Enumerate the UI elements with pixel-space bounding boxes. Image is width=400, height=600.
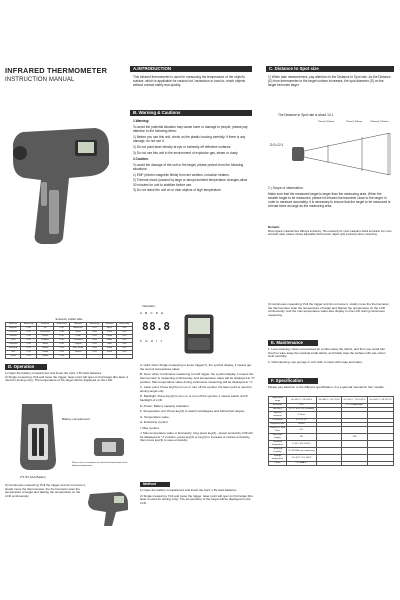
warning-title: 1.Warning:: [133, 119, 150, 123]
method-heading: Method: [140, 482, 170, 487]
spec-cell: 0.1-1.0 Adjustable: [341, 404, 367, 408]
lcd-diagram: [140, 312, 226, 362]
emissivity-cell: Limestone: [37, 330, 54, 334]
emissivity-cell: [103, 354, 117, 358]
emissivity-cell: Asphalt: [6, 326, 21, 330]
emissivity-cell: Cement: [6, 334, 21, 338]
emissivity-row: [6, 354, 133, 358]
spec-cell: Resolution: [269, 419, 287, 423]
emissivity-header: Emissivity: [116, 322, 132, 326]
method-text: [140, 489, 256, 507]
spec-cell: [316, 434, 341, 441]
emissivity-cell: 0.95: [86, 342, 102, 346]
emissivity-cell: Paint: [103, 330, 117, 334]
spec-cell: Emissivity: [269, 404, 287, 408]
emissivity-cell: 0.93: [116, 330, 132, 334]
emissivity-cell: [116, 354, 132, 358]
spec-row: [269, 427, 394, 434]
spec-cell: [316, 462, 341, 466]
remark-text: Most organic material have different emissivity. The emissivity for most material is listed as bellow. For more accurate value, please choose adjustable thermometer. adjust right emissivity when measuring.: [268, 230, 392, 237]
emissivity-cell: 0.98: [54, 330, 70, 334]
emissivity-cell: Paint: [103, 350, 117, 354]
lcd-note-d: D. Backlight: Press key(4) to turn on or turn off the symbol, it means switch on/off backlight of LCD.: [140, 394, 248, 403]
spec-row: [269, 462, 394, 466]
emissivity-cell: 0.93: [54, 346, 70, 350]
spec-cell: [341, 427, 367, 434]
emissivity-header: Material: [103, 322, 117, 326]
warnings-body: [133, 119, 251, 194]
indication-label: Indication:: [142, 304, 156, 308]
emissivity-cell: Sand: [37, 342, 54, 346]
spec-cell: 12:1: [287, 427, 317, 434]
spec-cell: [316, 427, 341, 434]
emissivity-cell: 0.95: [21, 342, 37, 346]
spec-cell: Operating humidity: [269, 448, 287, 455]
emissivity-cell: 0.95: [54, 338, 70, 342]
spot-label-1: 25mm@ 300mm: [318, 121, 335, 123]
spec-cell: Spectral response: [269, 412, 287, 419]
caution-intro: To avoid the damage of the unit or the target, please protect from the following situations:: [133, 162, 244, 171]
emissivity-cell: Glass: [70, 330, 87, 334]
emissivity-cell: Concrete: [6, 342, 21, 346]
ds-label: D:S=12:1: [270, 143, 284, 147]
emissivity-cell: [70, 354, 87, 358]
distance-ratio: The Distance to Spot rate is about 12:1: [278, 113, 334, 117]
continuous-text: 3) Continuous measuring: Pull the trigger and do not loose it, slowly move the thermometer, the thermometer scan the temperature of target and display the temperature on the LCD continuously. And the max temperature value also display on the LCD during continuous measuring.: [268, 302, 390, 318]
lcd-note-j: J. Max temperature value or Emissivity: long press key(2)...preset emissivity 0.95 will be displayed at "J" position, press key(2) or key(4) to increase or reduce emissivity, then press key(3) to save emissivity.: [140, 431, 253, 443]
caution-item-2: 2) Thermal shock (caused by large or abrupt ambient temperature changes-allow 30 minutes for unit to stabilize before use.: [133, 178, 248, 187]
emissivity-cell: Concrete: [6, 330, 21, 334]
lcd-note-h: H. Emissivity symbol.: [140, 420, 169, 425]
scope-text: Make sure that the measured target is larger than the measuring area. When the smaller target to be measured, please let infrared thermometer close to the target. In order to measure accurately, it is necessary to ensure that the target to be measured is at least twice as large as the measuring area.: [268, 192, 391, 209]
thermometer-illustration: [5, 120, 115, 250]
lcd-note-g: G. Temperature value.: [140, 414, 170, 419]
emissivity-header: Material: [70, 322, 87, 326]
warning-item-2: 2) Do not point laser directly at eye or indirectly off reflective surfaces.: [133, 144, 232, 149]
lcd-screen: [184, 314, 214, 354]
spec-cell: YES: [341, 434, 367, 441]
spec-cell: [368, 434, 394, 441]
cover-subtitle: INSTRUCTION MANUAL: [5, 77, 75, 83]
lcd-labels-bottom: F G H I J: [140, 339, 163, 343]
emissivity-cell: 0.98: [116, 342, 132, 346]
emissivity-cell: 0.90: [116, 346, 132, 350]
cover-title: INFRARED THERMOMETER: [5, 66, 108, 75]
emissivity-cell: Copper: [70, 342, 87, 346]
caution-item-1: 1) EMF (electro-magnetic fields) from arc welders, induction heaters.: [133, 172, 230, 177]
warning-intro: To avoid the potential situation may cause harm or damage to people, please pay attention to the following items:: [133, 124, 248, 133]
warning-item-3: 3) Do not use this unit in the environment of explosive gas, steam or dusty.: [133, 150, 239, 155]
emissivity-header: Emissivity: [54, 322, 70, 326]
emissivity-cell: Wood: [37, 354, 54, 358]
scope-title: 2 ) Scope of observation:: [268, 186, 304, 190]
emissivity-cell: 0.95: [86, 338, 102, 342]
spec-cell: 0.1°C/0.1°F: [287, 419, 317, 423]
emissivity-cell: 0.95: [116, 334, 132, 338]
spec-cell: ±1.5°C or ±1.5% of reading: [287, 408, 317, 412]
emissivity-header: Emissivity: [21, 322, 37, 326]
spec-row: [269, 441, 394, 448]
lcd-note-c: C. Laser point: Press key(S) turn on or turn off the symbol, the laser point is used for aiming target only.: [140, 385, 252, 393]
emissivity-table-title: Emissivity publish table: [55, 318, 83, 321]
spec-cell: 1.5V AAA x 2: [287, 462, 317, 466]
battery-note-text: Please use a screwdriver to rotate the bottom knob of the battery compartment: [72, 462, 128, 467]
spec-cell: [341, 462, 367, 466]
emissivity-cell: Skin: [103, 342, 117, 346]
emissivity-cell: Rubber: [37, 338, 54, 342]
remark-title: Remark:: [268, 225, 281, 229]
emissivity-cell: Soil: [6, 350, 21, 354]
spec-cell: -50~600°C / -58~1112°F: [368, 397, 394, 404]
intro-heading: A.INTRODUCTION: [130, 66, 252, 72]
spec-cell: -50~330°C / -58~626°F: [287, 397, 317, 404]
emissivity-cell: Gravel: [70, 350, 87, 354]
lcd-note-b: B. Scan: when Continuous measuring to hold trigger, the symbol display, it means the thermometer is measuring continuously. And temperature value will be displayed at "C" position, Max temperature value during continuous measuring will be displayed at "J".: [140, 372, 256, 384]
spec-row: [269, 397, 394, 404]
continuous-measure-illustration: [86, 488, 132, 528]
lcd-labels-top: A B C D E: [140, 311, 165, 315]
emissivity-cell: Paper: [103, 334, 117, 338]
caution-title: 2.Caution:: [133, 156, 149, 161]
specification-intro: Please pay attention to the different specification. It is a general manual for four models.: [268, 385, 385, 389]
emissivity-cell: 0.90: [116, 326, 132, 330]
emissivity-cell: Brick: [103, 326, 117, 330]
emissivity-cell: 0.94: [21, 350, 37, 354]
specification-table: [268, 396, 394, 466]
emissivity-cell: 0.94: [54, 350, 70, 354]
emissivity-cell: 0.95: [86, 334, 102, 338]
emissivity-cell: 0.93: [116, 350, 132, 354]
emissivity-cell: 0.85: [21, 338, 37, 342]
spec-cell: Temperature range: [269, 397, 287, 404]
spec-cell: [316, 412, 341, 419]
maintenance-item-2: 2. shell cleaning: use sponge or soft cloth to clean with soap and water.: [268, 359, 363, 364]
spec-row: [269, 412, 394, 419]
emissivity-cell: 0.95: [86, 350, 102, 354]
emissivity-table-wrap: [5, 318, 133, 359]
lcd-note-e: E. Power: Battery capacity indication.: [140, 403, 190, 408]
continuous-measure-text: 3) Continuous measuring: Pull the trigger and do not loose it, slowly move the thermometer, the thermometer scan the temperature of target and display the temperature on the LCD continuously.: [5, 483, 86, 499]
emissivity-table: [5, 322, 133, 359]
operation-item-2: 2) Single measuring: Pull and loose the trigger, laser point will open to find target (the laser is used for aiming only). The temperature of the target will be displayed on the LCD.: [5, 374, 129, 383]
emissivity-cell: Cloth: [70, 334, 87, 338]
specification-heading: F. Specification: [268, 378, 318, 384]
method-item-2: 2) Single measuring: Pull and loose the trigger, laser point will open to find target (the laser is used for aiming only). The temperature of the target will be displayed on the LCD.: [140, 493, 253, 505]
spec-cell: [316, 441, 341, 448]
emissivity-cell: 0.96: [21, 334, 37, 338]
spec-cell: 500ms: [287, 423, 317, 427]
spec-cell: [341, 448, 367, 455]
spec-cell: [341, 412, 367, 419]
operation-text: [5, 372, 135, 383]
emissivity-cell: Stone: [37, 346, 54, 350]
maintenance-heading: E. Maintenance: [268, 340, 318, 346]
emissivity-header: Emissivity: [86, 322, 102, 326]
emissivity-cell: 0.94: [54, 354, 70, 358]
spot-label-3: 100mm@ 1200mm: [370, 121, 389, 123]
distance-heading: C. Distance to Spot size: [266, 66, 394, 72]
warning-item-1: 1) Before you use this unit, check on the plastic housing carefully. If there is any damage, do not use it.: [133, 134, 246, 143]
battery-caption: 2*1.5V AAA Battery: [20, 475, 46, 479]
spec-cell: [368, 412, 394, 419]
spec-cell: -50~380°C / -58~716°F: [316, 397, 341, 404]
spot-diagram: [270, 121, 394, 179]
caution-item-3: 3) Do not leave the unit on or near objects of high temperature: [133, 188, 221, 193]
spec-cell: [341, 455, 367, 462]
spec-cell: 0.95: [287, 404, 317, 408]
emissivity-cell: Asbestos: [70, 326, 87, 330]
emissivity-cell: 0.95: [54, 334, 70, 338]
spec-cell: [368, 462, 394, 466]
lcd-note-i: I. Max symbol.: [140, 425, 160, 430]
emissivity-header: Material: [6, 322, 21, 326]
spec-cell: 0~40°C (32~104°F): [287, 441, 317, 448]
emissivity-cell: 0.93: [21, 354, 37, 358]
spot-label-2: 75mm@ 900mm: [346, 121, 363, 123]
emissivity-cell: Coal: [6, 338, 21, 342]
emissivity-cell: 0.98: [54, 326, 70, 330]
emissivity-cell: 0.90: [21, 326, 37, 330]
spec-cell: [341, 441, 367, 448]
emissivity-cell: Plastic: [37, 334, 54, 338]
emissivity-cell: Ice: [37, 326, 54, 330]
emissivity-cell: Snow: [103, 346, 117, 350]
emissivity-cell: Bitumen: [6, 346, 21, 350]
intro-text: This infrared thermometer is used for measuring the temperature of the object's surface, which is applicable for various hot, hazardous or hard-to- reach objects without contact safely and quickly.: [133, 75, 246, 88]
emissivity-cell: Water: [103, 338, 117, 342]
emissivity-cell: [86, 354, 102, 358]
spec-cell: [368, 455, 394, 462]
emissivity-cell: Food: [6, 354, 21, 358]
battery-label: Battery compartment: [62, 417, 90, 421]
distance-text: 1) When take measurement, pay attention to the Distance to Spot rate. As the Distance (D) from thermometer to the target surface increases, the spot diameter (S) on the target becomes larger.: [268, 75, 391, 88]
lcd-value: 88.8: [142, 320, 171, 333]
spec-cell: Operating temperature: [269, 441, 287, 448]
emissivity-cell: 0.94: [21, 346, 37, 350]
spec-cell: Accuracy: [269, 408, 287, 412]
spec-row: [269, 434, 394, 441]
spec-cell: -10~60°C / 14~140°F: [287, 455, 317, 462]
battery-note: [72, 462, 132, 468]
operation-heading: D. Operation: [5, 364, 47, 370]
emissivity-cell: 0.95: [21, 330, 37, 334]
operation-item-1: 1) Open the battery compartment and insert the 2pcs 1.5V AAA batteries.: [5, 371, 103, 375]
spec-cell: Power: [269, 462, 287, 466]
spec-row: [269, 448, 394, 455]
emissivity-cell: Ceramics: [70, 338, 87, 342]
spec-cell: Max value display: [269, 434, 287, 441]
emissivity-cell: 0.90: [54, 342, 70, 346]
spot-cone: [292, 131, 392, 177]
spec-cell: Distance to Spot Rate: [269, 427, 286, 433]
emissivity-cell: Textile: [37, 350, 54, 354]
emissivity-cell: 0.93: [116, 338, 132, 342]
emissivity-header: Material: [37, 322, 54, 326]
lcd-note-a: A. Hold: when Single measuring to loose trigger(?), the symbol display, it means get the current temperature value.: [140, 363, 252, 371]
spec-cell: -50~550°C / -58~1022°F: [341, 397, 367, 404]
lcd-note-f: F. Temperature unit: Press key(3) to switch centidegree and Fahrenheit degree.: [140, 409, 246, 414]
spec-row: [269, 455, 394, 462]
maintenance-text: [268, 348, 392, 366]
emissivity-cell: Iron Oxide: [70, 346, 87, 350]
battery-illustration: [12, 404, 72, 474]
screwdriver-illustration: [92, 432, 128, 460]
spec-cell: [316, 448, 341, 455]
spec-cell: Response time: [269, 423, 287, 427]
maintenance-item-1: 1. Lens cleaning: clean compressed air to blow away the debris, and then use small hair brush to wipe away the residual small debris, and finally wipe the surface with wet cotton cloth carefully;: [268, 347, 386, 359]
spec-cell: 8~14um: [287, 412, 317, 419]
spec-cell: [368, 448, 394, 455]
spec-cell: NO: [287, 434, 317, 441]
warnings-heading: B. Warning & Cautions: [130, 110, 252, 116]
spec-cell: [368, 441, 394, 448]
spec-cell: Storage temperature: [269, 455, 287, 462]
method-item-1: 1) Open the battery compartment and insert the 2pcs 1.5V AAA batteries.: [140, 488, 238, 492]
spec-cell: [316, 455, 341, 462]
lcd-notes: [140, 364, 256, 445]
spec-cell: [368, 427, 394, 434]
emissivity-cell: 0.95: [86, 326, 102, 330]
emissivity-cell: 0.95: [86, 346, 102, 350]
spec-cell: 10~95%RH non-condensing: [287, 448, 317, 455]
emissivity-cell: 0.85: [86, 330, 102, 334]
